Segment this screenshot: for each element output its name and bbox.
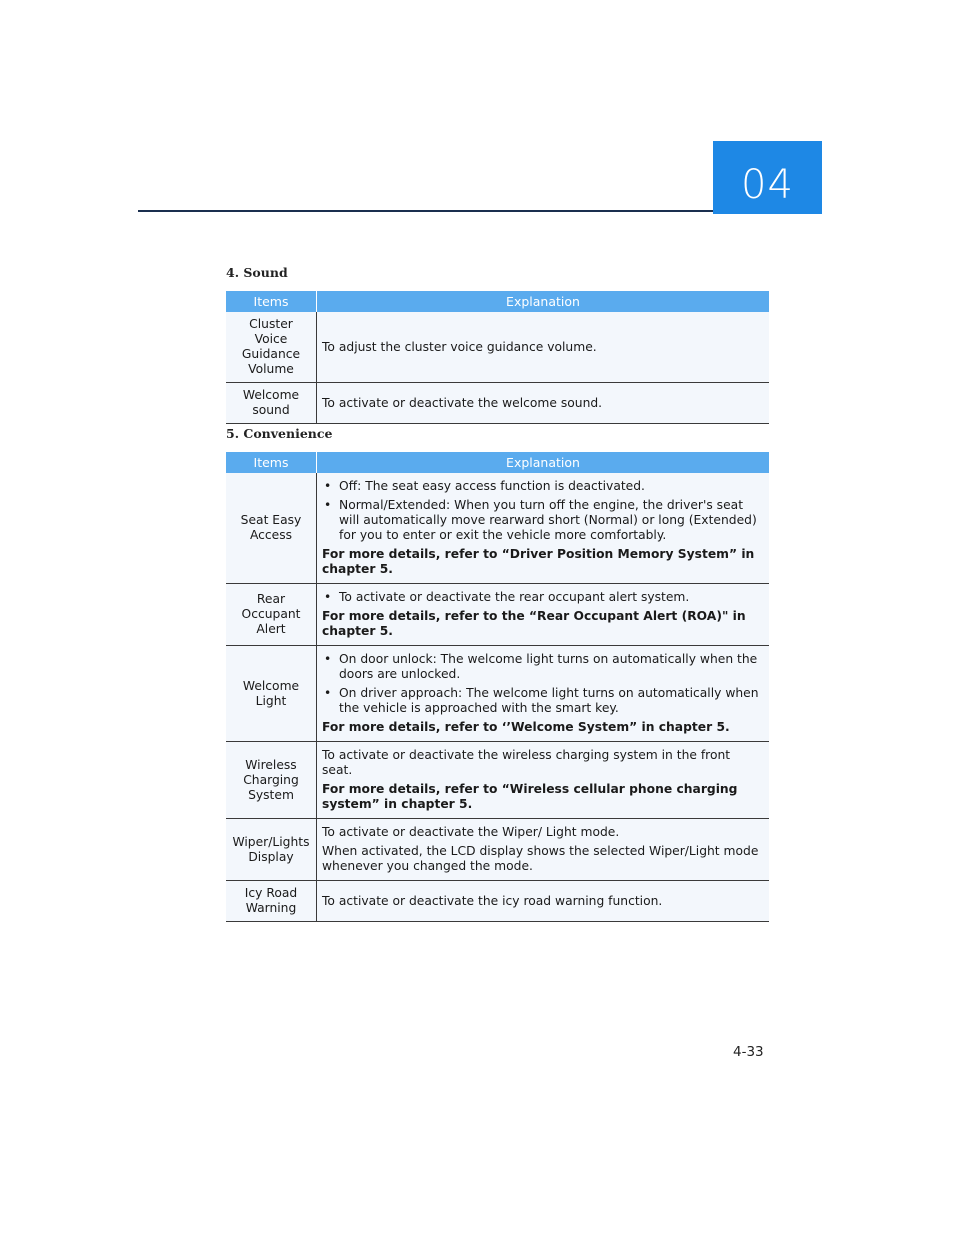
reference-note: For more details, refer to the “Rear Occupant Alert (ROA)" in chapter 5. xyxy=(322,609,746,638)
item-line: Occupant xyxy=(241,607,301,621)
bullet-list xyxy=(322,479,763,543)
bullet-item: • Off: The seat easy access function is deactivated. xyxy=(322,479,763,494)
row-item xyxy=(226,584,317,646)
header-rule xyxy=(138,210,713,212)
header-items: Items xyxy=(226,452,317,473)
bullet-item: • On driver approach: The welcome light turns on automatically when the vehicle is approached with the smart key. xyxy=(322,686,763,716)
row-item xyxy=(226,312,317,383)
convenience-table xyxy=(226,452,769,922)
explanation-text: To activate or deactivate the Wiper/ Light mode. xyxy=(322,825,620,839)
item-line: Light xyxy=(255,693,287,708)
table-row xyxy=(226,312,769,383)
item-line: Volume xyxy=(248,362,294,376)
item-line: Icy Road xyxy=(244,886,298,900)
row-explanation xyxy=(317,473,770,584)
bullet-item: • To activate or deactivate the rear occupant alert system. xyxy=(322,590,763,605)
table-row xyxy=(226,819,769,881)
table-row xyxy=(226,742,769,819)
explanation-text: To activate or deactivate the welcome sound. xyxy=(322,395,603,410)
chapter-tab xyxy=(713,141,822,214)
row-explanation xyxy=(317,819,770,881)
row-item xyxy=(226,473,317,584)
table-row xyxy=(226,881,769,922)
item-line: Wiper/Lights xyxy=(232,834,310,849)
page-number: 4-33 xyxy=(733,1044,764,1060)
row-item xyxy=(226,383,317,424)
item-line: Rear xyxy=(256,592,286,606)
explanation-text: When activated, the LCD display shows the selected Wiper/Light mode whenever you changed the mode. xyxy=(322,844,759,873)
item-line: Warning xyxy=(245,901,297,915)
item-line: Charging xyxy=(243,772,299,787)
row-explanation xyxy=(317,584,770,646)
table-header-row xyxy=(226,452,769,473)
header-explanation: Explanation xyxy=(317,291,770,312)
item-line: Voice xyxy=(254,332,288,346)
table-row xyxy=(226,383,769,424)
table-header-row xyxy=(226,291,769,312)
reference-note: For more details, refer to “Driver Position Memory System” in chapter 5. xyxy=(322,547,755,576)
row-item xyxy=(226,742,317,819)
row-item xyxy=(226,881,317,922)
item-line: Guidance xyxy=(241,347,301,361)
row-explanation xyxy=(317,742,770,819)
table-row xyxy=(226,584,769,646)
item-line: Welcome xyxy=(242,388,300,402)
item-line: Seat Easy xyxy=(240,513,302,527)
row-explanation xyxy=(317,646,770,742)
item-line: sound xyxy=(252,403,290,417)
reference-note: For more details, refer to ‘’Welcome System” in chapter 5. xyxy=(322,720,730,734)
bullet-list xyxy=(322,652,763,716)
item-line: Wireless xyxy=(245,757,297,772)
explanation-text: To activate or deactivate the wireless charging system in the front seat. xyxy=(322,748,731,777)
header-items: Items xyxy=(226,291,317,312)
item-line: System xyxy=(248,787,294,802)
sound-heading: 4. Sound xyxy=(226,265,288,280)
reference-note: For more details, refer to “Wireless cellular phone charging system” in chapter 5. xyxy=(322,782,738,811)
bullet-item: • On door unlock: The welcome light turns on automatically when the doors are unlocked. xyxy=(322,652,763,682)
row-explanation xyxy=(317,881,770,922)
table-row xyxy=(226,646,769,742)
convenience-heading: 5. Convenience xyxy=(226,426,333,441)
item-line: Alert xyxy=(256,622,286,636)
table-row xyxy=(226,473,769,584)
row-explanation xyxy=(317,383,770,424)
explanation-text: To activate or deactivate the icy road warning function. xyxy=(322,893,663,908)
row-item xyxy=(226,819,317,881)
item-line: Display xyxy=(248,849,294,864)
row-explanation xyxy=(317,312,770,383)
header-explanation: Explanation xyxy=(317,452,770,473)
item-line: Access xyxy=(249,528,293,542)
bullet-item: • Normal/Extended: When you turn off the engine, the driver's seat will automatically move rearward short (Normal) or long (Extended) for you to enter or exit the vehicle more comfortably. xyxy=(322,498,763,543)
chapter-number: 04 xyxy=(741,162,794,208)
row-item xyxy=(226,646,317,742)
sound-table xyxy=(226,291,769,424)
item-line: Cluster xyxy=(249,317,293,331)
explanation-text: To adjust the cluster voice guidance volume. xyxy=(322,339,597,354)
item-line: Welcome xyxy=(242,678,300,693)
bullet-list xyxy=(322,590,763,605)
